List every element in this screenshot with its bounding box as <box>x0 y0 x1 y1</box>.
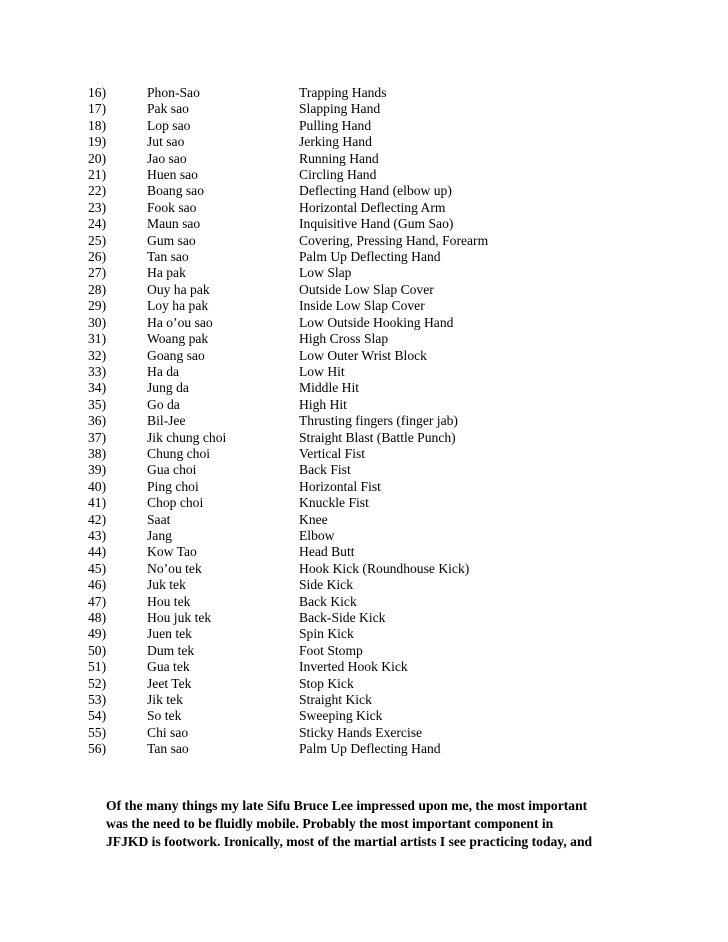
term-row <box>88 446 688 462</box>
term-row <box>88 216 688 232</box>
term-english: Foot Stomp <box>299 642 363 658</box>
term-number: 54) <box>88 708 107 724</box>
term-cantonese: Juk tek <box>147 577 186 593</box>
term-cantonese: Tan sao <box>147 741 189 757</box>
term-number: 40) <box>88 478 107 494</box>
term-number: 51) <box>88 659 107 675</box>
term-number: 24) <box>88 216 107 232</box>
term-row <box>88 544 688 560</box>
term-row <box>88 528 688 544</box>
term-cantonese: Jeet Tek <box>147 675 192 691</box>
term-row <box>88 118 688 134</box>
term-row <box>88 610 688 626</box>
paragraph-line: was the need to be fluidly mobile. Probably the most important component in <box>106 816 554 832</box>
term-row <box>88 479 688 495</box>
term-cantonese: Go da <box>147 396 180 412</box>
term-number: 46) <box>88 577 107 593</box>
term-cantonese: Hou tek <box>147 593 191 609</box>
term-row <box>88 200 688 216</box>
term-number: 47) <box>88 593 107 609</box>
term-row <box>88 512 688 528</box>
term-english: Side Kick <box>299 577 353 593</box>
term-row <box>88 183 688 199</box>
term-row <box>88 101 688 117</box>
term-list <box>88 85 688 758</box>
term-number: 56) <box>88 741 107 757</box>
term-english: Knee <box>299 511 328 527</box>
term-number: 38) <box>88 445 107 461</box>
term-english: Sticky Hands Exercise <box>299 724 423 740</box>
term-english: Low Outer Wrist Block <box>299 347 427 363</box>
term-english: Back Fist <box>299 462 351 478</box>
term-english: Palm Up Deflecting Hand <box>299 741 441 757</box>
term-english: Horizontal Fist <box>299 478 381 494</box>
term-english: Inside Low Slap Cover <box>299 298 425 314</box>
term-number: 37) <box>88 429 107 445</box>
term-english: Head Butt <box>299 544 355 560</box>
term-row <box>88 265 688 281</box>
term-number: 20) <box>88 150 107 166</box>
term-number: 45) <box>88 560 107 576</box>
term-cantonese: Jut sao <box>147 134 185 150</box>
term-number: 26) <box>88 249 107 265</box>
term-row <box>88 561 688 577</box>
term-cantonese: Jik chung choi <box>147 429 227 445</box>
term-english: Back-Side Kick <box>299 610 386 625</box>
term-row <box>88 282 688 298</box>
term-cantonese: Jao sao <box>147 150 187 166</box>
term-english: Low Slap <box>299 265 352 281</box>
term-number: 50) <box>88 642 107 658</box>
term-english: Pulling Hand <box>299 117 372 133</box>
term-row <box>88 577 688 593</box>
term-english: Covering, Pressing Hand, Forearm <box>299 232 489 248</box>
body-paragraph <box>106 797 666 852</box>
term-cantonese: Chi sao <box>147 724 189 740</box>
term-cantonese: Kow Tao <box>147 544 197 560</box>
term-english: Back Kick <box>299 593 357 609</box>
term-cantonese: So tek <box>147 708 182 724</box>
term-english: Low Outside Hooking Hand <box>299 314 454 330</box>
term-cantonese: Goang sao <box>147 347 205 363</box>
term-row <box>88 85 688 101</box>
term-number: 19) <box>88 134 107 150</box>
term-row <box>88 151 688 167</box>
term-english: Jerking Hand <box>299 134 372 150</box>
term-row <box>88 676 688 692</box>
term-number: 27) <box>88 265 107 281</box>
term-row <box>88 643 688 659</box>
term-cantonese: Chung choi <box>147 445 211 461</box>
term-english: Running Hand <box>299 150 379 166</box>
term-row <box>88 249 688 265</box>
term-row <box>88 725 688 741</box>
term-english: Horizontal Deflecting Arm <box>299 199 446 215</box>
term-cantonese: Dum tek <box>147 642 195 658</box>
term-row <box>88 364 688 380</box>
term-number: 30) <box>88 314 107 330</box>
term-english: Straight Blast (Battle Punch) <box>299 429 456 445</box>
term-cantonese: Maun sao <box>147 216 201 232</box>
term-row <box>88 741 688 757</box>
term-row <box>88 167 688 183</box>
term-english: Palm Up Deflecting Hand <box>299 249 441 265</box>
term-number: 35) <box>88 396 107 412</box>
term-number: 29) <box>88 298 107 314</box>
term-cantonese: Ouy ha pak <box>147 281 210 297</box>
term-cantonese: Jik tek <box>147 692 183 708</box>
term-row <box>88 134 688 150</box>
term-cantonese: Pak sao <box>147 101 189 117</box>
term-row <box>88 692 688 708</box>
term-number: 34) <box>88 380 107 396</box>
term-row <box>88 708 688 724</box>
term-number: 18) <box>88 117 107 133</box>
term-cantonese: Bil-Jee <box>147 413 186 429</box>
term-english: Inverted Hook Kick <box>299 659 408 675</box>
term-cantonese: Gua tek <box>147 659 190 675</box>
term-number: 23) <box>88 199 107 215</box>
term-english: Spin Kick <box>299 626 354 642</box>
term-row <box>88 298 688 314</box>
term-cantonese: Huen sao <box>147 167 198 183</box>
term-cantonese: Woang pak <box>147 331 209 347</box>
term-number: 22) <box>88 183 107 199</box>
term-cantonese: Ha pak <box>147 265 186 281</box>
term-number: 32) <box>88 347 107 363</box>
term-cantonese: Juen tek <box>147 626 192 642</box>
term-cantonese: Gua choi <box>147 462 197 478</box>
term-number: 44) <box>88 544 107 560</box>
term-cantonese: Saat <box>147 511 171 527</box>
term-cantonese: Loy ha pak <box>147 298 209 314</box>
term-number: 31) <box>88 331 107 347</box>
term-cantonese: Chop choi <box>147 495 204 511</box>
term-english: High Hit <box>299 396 347 412</box>
term-cantonese: Ha da <box>147 363 180 379</box>
term-cantonese: Lop sao <box>147 117 191 133</box>
term-cantonese: Hou juk tek <box>147 610 212 625</box>
term-english: Outside Low Slap Cover <box>299 281 434 297</box>
term-cantonese: Gum sao <box>147 232 196 248</box>
term-number: 16) <box>88 85 107 100</box>
term-english: Sweeping Kick <box>299 708 383 724</box>
term-number: 53) <box>88 692 107 708</box>
term-row <box>88 430 688 446</box>
term-cantonese: Ha o’ou sao <box>147 314 213 330</box>
term-cantonese: Jung da <box>147 380 189 396</box>
term-english: Inquisitive Hand (Gum Sao) <box>299 216 454 232</box>
term-row <box>88 315 688 331</box>
term-number: 55) <box>88 724 107 740</box>
term-english: High Cross Slap <box>299 331 389 347</box>
term-number: 52) <box>88 675 107 691</box>
term-cantonese: Boang sao <box>147 183 205 199</box>
term-number: 39) <box>88 462 107 478</box>
term-number: 21) <box>88 167 107 183</box>
term-english: Circling Hand <box>299 167 377 183</box>
paragraph-line: Of the many things my late Sifu Bruce Lee impressed upon me, the most important <box>106 798 588 813</box>
term-row <box>88 397 688 413</box>
term-number: 28) <box>88 281 107 297</box>
paragraph-line: JFJKD is footwork. Ironically, most of the martial artists I see practicing today, and <box>106 834 593 850</box>
term-row <box>88 659 688 675</box>
term-english: Trapping Hands <box>299 85 387 100</box>
term-number: 36) <box>88 413 107 429</box>
term-row <box>88 626 688 642</box>
term-cantonese: No’ou tek <box>147 560 202 576</box>
term-cantonese: Tan sao <box>147 249 189 265</box>
term-english: Knuckle Fist <box>299 495 369 511</box>
term-row <box>88 233 688 249</box>
term-number: 25) <box>88 232 107 248</box>
term-english: Thrusting fingers (finger jab) <box>299 413 458 429</box>
term-row <box>88 413 688 429</box>
term-number: 49) <box>88 626 107 642</box>
term-number: 33) <box>88 363 107 379</box>
term-cantonese: Jang <box>147 527 172 543</box>
term-english: Elbow <box>299 527 335 543</box>
term-row <box>88 380 688 396</box>
term-row <box>88 462 688 478</box>
term-number: 41) <box>88 495 107 511</box>
term-english: Deflecting Hand (elbow up) <box>299 183 452 199</box>
term-english: Vertical Fist <box>299 445 366 461</box>
term-english: Hook Kick (Roundhouse Kick) <box>299 560 470 576</box>
term-cantonese: Phon-Sao <box>147 85 200 100</box>
term-number: 48) <box>88 610 107 625</box>
term-english: Low Hit <box>299 363 345 379</box>
term-number: 43) <box>88 527 107 543</box>
term-number: 17) <box>88 101 107 117</box>
term-row <box>88 594 688 610</box>
term-english: Middle Hit <box>299 380 360 396</box>
term-number: 42) <box>88 511 107 527</box>
term-row <box>88 331 688 347</box>
term-row <box>88 495 688 511</box>
term-english: Straight Kick <box>299 692 372 708</box>
term-row <box>88 348 688 364</box>
term-cantonese: Ping choi <box>147 478 199 494</box>
term-english: Slapping Hand <box>299 101 381 117</box>
term-cantonese: Fook sao <box>147 199 197 215</box>
term-english: Stop Kick <box>299 675 354 691</box>
